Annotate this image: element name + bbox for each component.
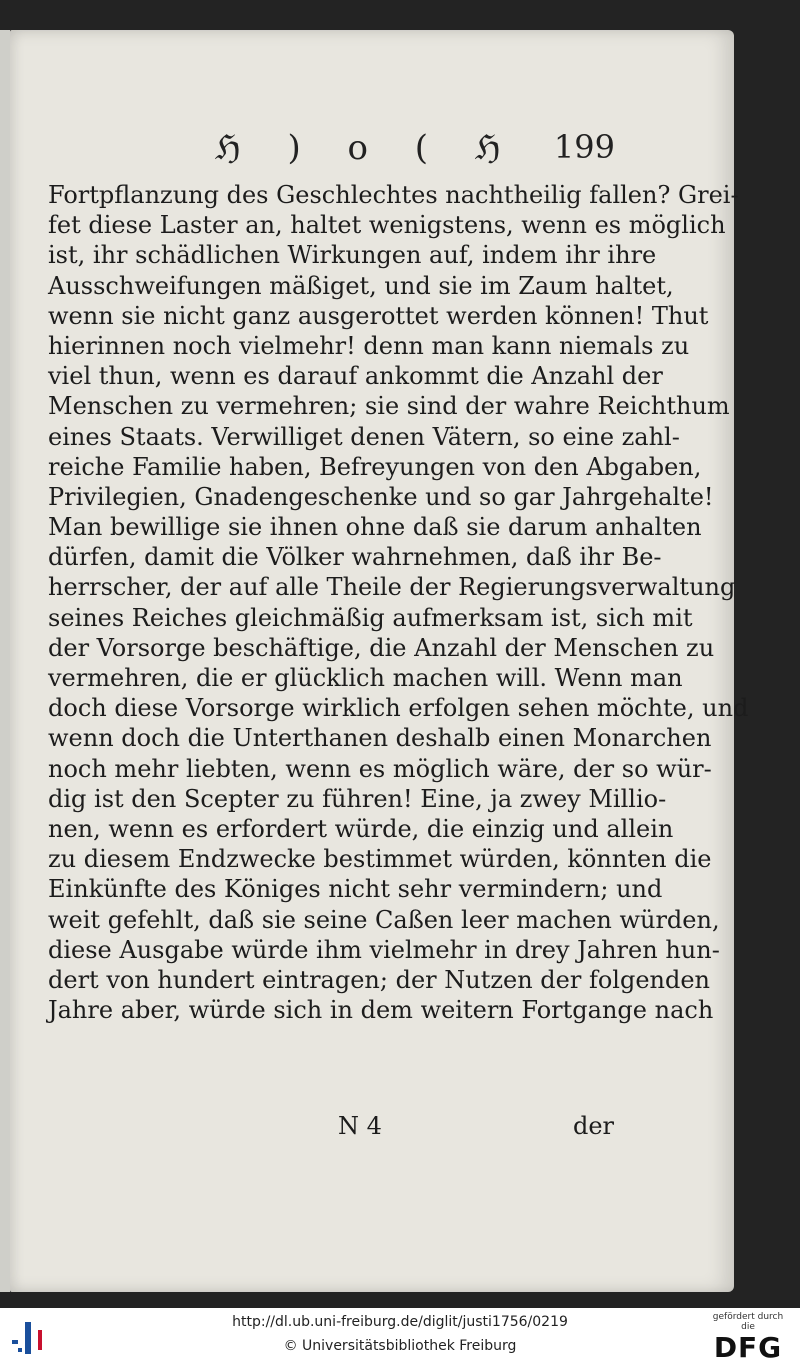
header-ornament: ℌ ) o ( ℌ (215, 128, 519, 168)
text-line: nen, wenn es erfordert würde, die einzig und allein (48, 814, 674, 843)
dfg-logo[interactable] (706, 1312, 790, 1362)
text-line: Fortpflanzung des Geschlechtes nachtheilig fallen? Grei- (48, 181, 739, 209)
text-line: wenn sie nicht ganz ausgerottet werden können! Thut (48, 301, 709, 330)
page-number: 199 (553, 128, 615, 166)
text-line: der Vorsorge beschäftige, die Anzahl der Menschen zu (48, 633, 715, 662)
viewer-footer (0, 1308, 800, 1365)
text-line: ist, ihr schädlichen Wirkungen auf, indem ihr ihre (48, 241, 657, 270)
text-line: Privilegien, Gnadengeschenke und so gar Jahrgehalte! (48, 482, 714, 511)
text-line: viel thun, wenn es darauf ankommt die Anzahl der (48, 362, 663, 391)
signature-mark: N 4 (338, 1112, 382, 1140)
text-line: seines Reiches gleichmäßig aufmerksam ist, sich mit (48, 603, 693, 632)
text-line: noch mehr liebten, wenn es möglich wäre, der so wür- (48, 754, 712, 783)
facing-page-edge (0, 30, 10, 1292)
text-line: weit gefehlt, daß sie seine Caßen leer machen würden, (48, 905, 720, 934)
text-line: doch diese Vorsorge wirklich erfolgen sehen möchte, und (48, 694, 749, 723)
text-line: Man bewillige sie ihnen ohne daß sie darum anhalten (48, 513, 702, 542)
catchword: der (572, 1112, 614, 1140)
text-line: eines Staats. Verwilliget denen Vätern, so eine zahl- (48, 422, 680, 451)
page-header (215, 128, 615, 168)
text-line: Ausschweifungen mäßiget, und sie im Zaum haltet, (48, 271, 674, 300)
page-footer (48, 1112, 614, 1146)
text-line: reiche Familie haben, Befreyungen von den Abgaben, (48, 452, 702, 481)
permalink-url[interactable]: http://dl.ub.uni-freiburg.de/diglit/justi1756/0219 (232, 1314, 568, 1330)
text-line: dürfen, damit die Völker wahrnehmen, daß ihr Be- (48, 543, 662, 572)
dfg-funded-label: gefördert durch die (712, 1312, 784, 1332)
text-line: vermehren, die er glücklich machen will. Wenn man (48, 664, 683, 692)
body-text (48, 180, 749, 1025)
text-line: Jahre aber, würde sich in dem weitern Fortgange nach (48, 996, 714, 1025)
text-line: Menschen zu vermehren; sie sind der wahre Reichthum (48, 392, 730, 421)
text-line: Einkünfte des Königes nicht sehr vermindern; und (48, 875, 663, 904)
copyright-notice: © Universitätsbibliothek Freiburg (283, 1338, 517, 1354)
text-line: diese Ausgabe würde ihm vielmehr in drey Jahren hun- (48, 935, 720, 964)
text-line: fet diese Laster an, haltet wenigstens, wenn es möglich (48, 211, 726, 240)
text-line: hierinnen noch vielmehr! denn man kann niemals zu (48, 331, 690, 360)
text-line: zu diesem Endzwecke bestimmet würden, könnten die (48, 845, 712, 874)
text-line: dert von hundert eintragen; der Nutzen der folgenden (48, 965, 711, 994)
text-line: herrscher, der auf alle Theile der Regierungsverwaltung (48, 573, 736, 602)
text-line: dig ist den Scepter zu führen! Eine, ja zwey Millio- (48, 784, 667, 813)
dfg-logo-text: DFG (713, 1331, 783, 1364)
text-line: wenn doch die Unterthanen deshalb einen Monarchen (48, 724, 712, 753)
